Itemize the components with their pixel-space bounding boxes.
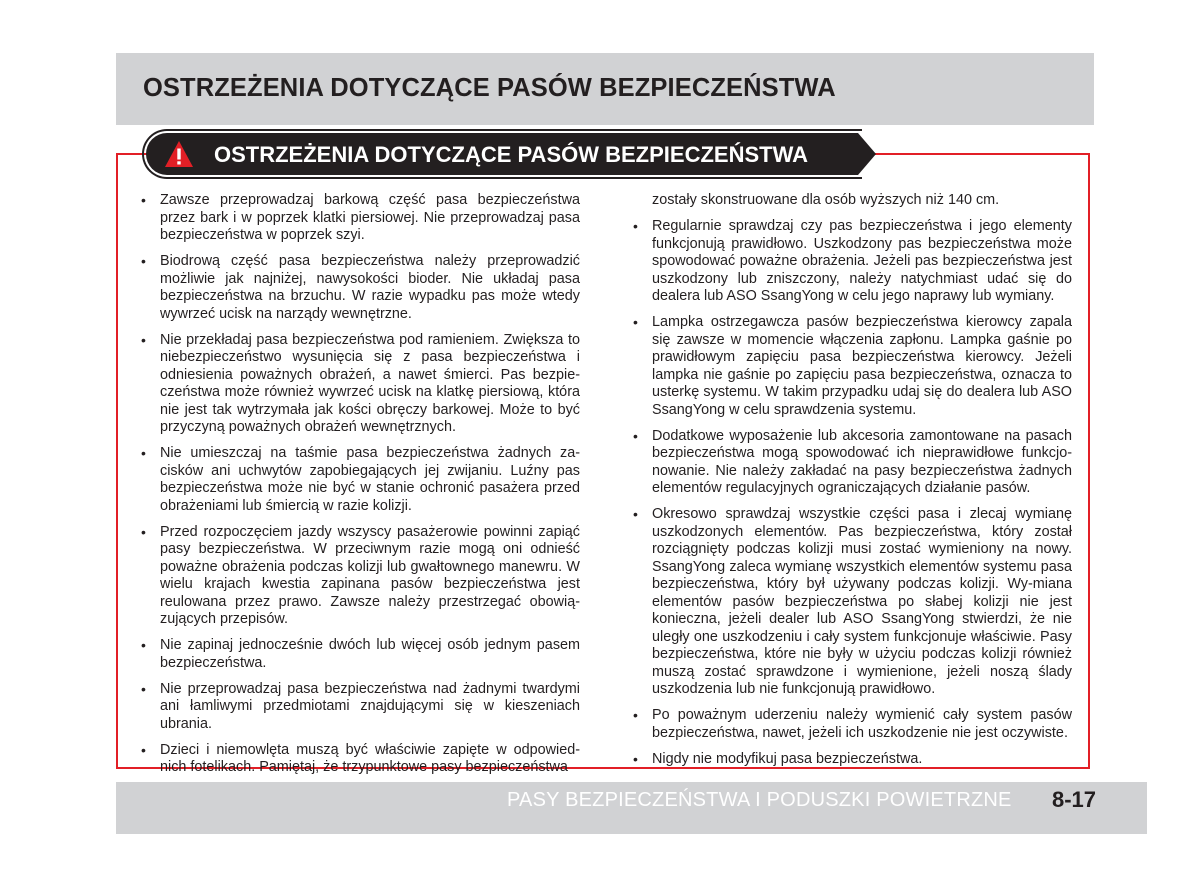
list-item <box>141 741 580 777</box>
warning-triangle-icon <box>164 140 194 168</box>
list-item <box>633 218 1072 306</box>
bullet: • <box>633 314 638 330</box>
page-number: 8-17 <box>1052 787 1097 812</box>
bullet: • <box>633 427 638 444</box>
list-item <box>633 707 1072 742</box>
list-item <box>141 637 580 672</box>
list-item <box>633 427 1072 498</box>
list-item-text: Nie zapinaj jednocześnie dwóch lub więcej osób jednym pasem bezpieczeństwa. <box>160 637 580 671</box>
bullet: • <box>141 523 146 540</box>
warning-list-left <box>141 192 580 785</box>
bullet: • <box>141 331 146 348</box>
list-item-text: Nie przeprowadzaj pasa bezpieczeństwa nad żadnymi twardymi ani łamliwymi przedmiotami znajdującymi się w kieszeniach ubrania. <box>160 680 580 732</box>
list-item <box>633 750 1072 769</box>
list-item <box>141 192 580 245</box>
list-item-text: Nie przekładaj pasa bezpieczeństwa pod ramieniem. Zwiększa to niebezpieczeństwo wysunięcia się z pasa bezpieczeństwa i odniesienia poważnych obrażeń, a nawet śmierci. Pas bezpie-czeństwa może również wywrzeć ucisk na klatkę piersiową, która nie jest tak wytrzymała jak kości obręczy barkowej. Może to być przyczyną poważnych obrażeń wewnętrznych. <box>160 331 580 435</box>
list-item-text: Po poważnym uderzeniu należy wymienić cały system pasów bezpieczeństwa, nawet, jeżeli ich uszkodzenie nie jest oczywiste. <box>652 707 1072 741</box>
page-title: OSTRZEŻENIA DOTYCZĄCE PASÓW BEZPIECZEŃSTWA <box>143 74 836 102</box>
bullet: • <box>633 218 638 234</box>
footer-section-title: PASY BEZPIECZEŃSTWA I PODUSZKI POWIETRZNE <box>507 789 1012 811</box>
list-item <box>141 680 580 734</box>
list-item-text: Nigdy nie modyfikuj pasa bezpieczeństwa. <box>652 750 923 767</box>
list-item-text: Okresowo sprawdzaj wszystkie części pasa i zlecaj wymianę uszkodzonych elementów. Pas bezpieczeństwa, który został rozciągnięty podczas kolizji musi zostać wymieniony na nowy. SsangYong zaleca wymianę wszystkich elementów systemu pasa bezpieczeństwa, który był używany podczas kolizji. Wy-miana elementów pasów bezpieczeństwa po słabej kolizji nie jest konieczna, jeżeli dealer lub ASO SsangYong stwierdzi, że nie uległy one uszkodzeniu i cały system funkcjonuje właściwie. Pasy bezpieczeństwa, które nie były w użyciu podczas kolizji również muszą zostać sprawdzone i wymienione, jeżeli noszą ślady uszkodzenia lub nie funkcjonują prawidłowo. <box>652 506 1072 697</box>
bullet: • <box>141 637 146 653</box>
warning-list-right <box>633 192 1072 777</box>
list-item-text: Dodatkowe wyposażenie lub akcesoria zamontowane na pasach bezpieczeństwa mogą spowodować ich nieprawidłowe funkcjo-nowanie. Nie należy zakładać na pasy bezpieczeństwa żadnych elementów regulacyjnych ograniczających działanie pasów. <box>652 427 1072 496</box>
list-item-text: Przed rozpoczęciem jazdy wszyscy pasażerowie powinni zapiąć pasy bezpieczeństwa. W przeciwnym razie mogą oni odnieść poważne obrażenia podczas kolizji lub gwałtownego manewru. W wielu krajach kwestia zapinana pasów bezpieczeństwa jest reulowana przez prawo. Zawsze należy przestrzegać obowią-zujących przepisów. <box>160 523 580 627</box>
bullet: • <box>141 680 146 697</box>
bullet: • <box>141 445 146 461</box>
list-item <box>141 331 580 437</box>
bullet: • <box>633 750 638 767</box>
bullet: • <box>633 707 638 723</box>
list-item-continuation <box>652 192 1072 210</box>
bullet: • <box>141 253 146 269</box>
list-item <box>141 253 580 323</box>
bullet: • <box>141 192 146 208</box>
bullet: • <box>633 506 638 522</box>
list-item <box>633 506 1072 699</box>
list-item-text: Zawsze przeprowadzaj barkową część pasa bezpieczeństwa przez bark i w poprzek klatki piersiowej. Nie przeprowadzaj pasa bezpieczeństwa w poprzek szyi. <box>160 192 580 243</box>
list-item-text: Nie umieszczaj na taśmie pasa bezpieczeństwa żadnych za-cisków ani uchwytów zapobiegających jej zwijaniu. Luźny pas bezpieczeństwa może nie być w stanie ochronić pasażera przed obrażeniami lub śmiercią w razie kolizji. <box>160 445 580 514</box>
list-item-text: zostały skonstruowane dla osób wyższych niż 140 cm. <box>652 192 1000 208</box>
list-item <box>633 314 1072 419</box>
list-item-text: Lampka ostrzegawcza pasów bezpieczeństwa kierowcy zapala się zawsze w momencie włączenia zapłonu. Lampka gaśnie po prawidłowym zapięciu pasa bezpieczeństwa kierowcy. Jeżeli lampka nie gaśnie po zapięciu pasa bezpieczeństwa, oznacza to usterkę systemu. W takim przypadku udaj się do dealera lub ASO SsangYong w celu sprawdzenia systemu. <box>652 314 1072 418</box>
list-item-text: Biodrową część pasa bezpieczeństwa należy przeprowadzić możliwie jak najniżej, nawysokości bioder. Nie układaj pasa bezpieczeństwa na brzuchu. W razie wypadku pas może wtedy wywrzeć ucisk na narządy wewnętrzne. <box>160 253 580 322</box>
list-item-text: Dzieci i niemowlęta muszą być właściwie zapięte w odpowied-nich fotelikach. Pamiętaj, że trzypunktowe pasy bezpieczeństwa <box>160 741 580 775</box>
list-item-text: Regularnie sprawdzaj czy pas bezpieczeństwa i jego elementy funkcjonują prawidłowo. Uszkodzony pas bezpieczeństwa może spowodować poważne obrażenia. Jeżeli pas bezpieczeństwa jest uszkodzony lub zniszczony, należy natychmiast udać się do dealera lub ASO SsangYong w celu jego naprawy lub wymiany. <box>652 218 1072 304</box>
warning-title: OSTRZEŻENIA DOTYCZĄCE PASÓW BEZPIECZEŃSTWA <box>214 142 809 167</box>
bullet: • <box>141 741 146 758</box>
list-item <box>141 523 580 629</box>
list-item <box>141 445 580 515</box>
warning-header <box>146 133 858 175</box>
